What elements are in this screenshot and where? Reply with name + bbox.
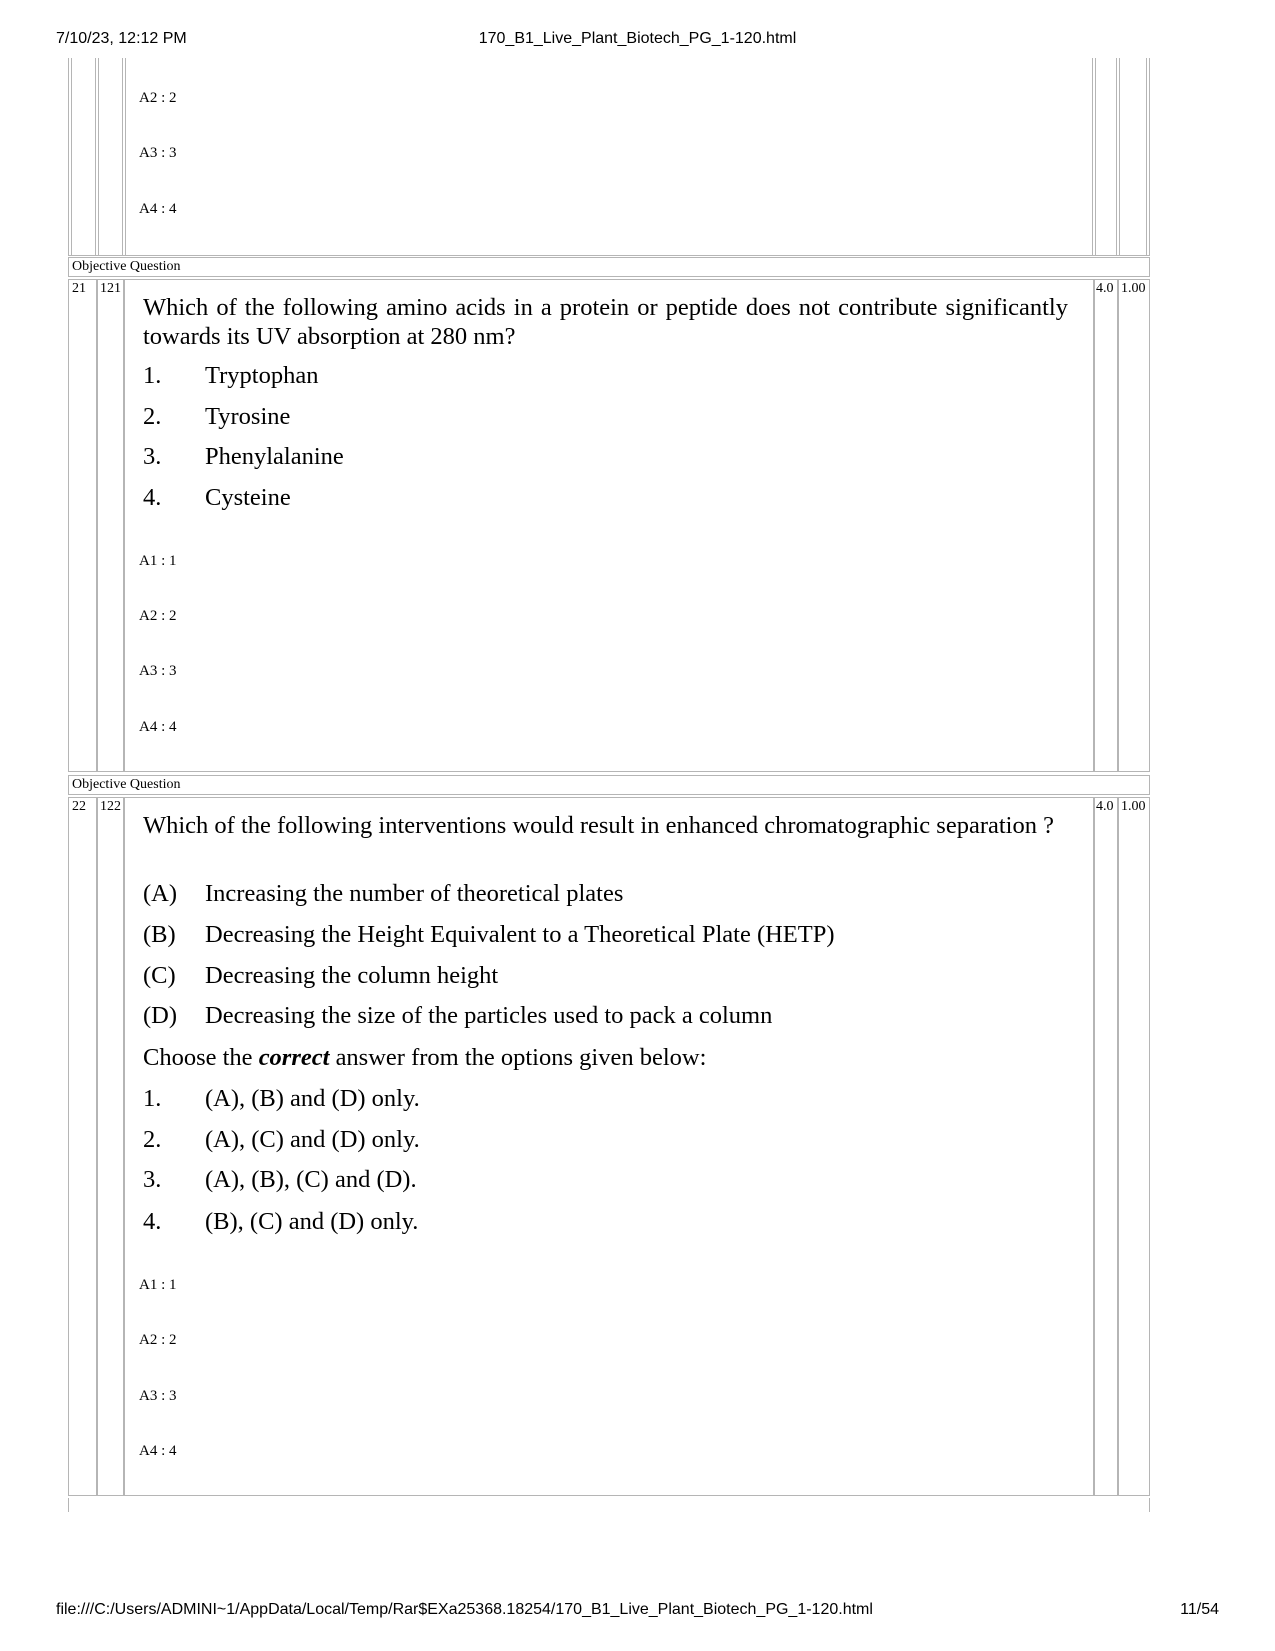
statement-text: Increasing the number of theoretical plates (205, 880, 624, 907)
option-number: 1. (143, 362, 162, 389)
answer-key: A3 : 3 (139, 1388, 177, 1404)
answer-key: A3 : 3 (139, 663, 177, 679)
print-doc-title: 170_B1_Live_Plant_Biotech_PG_1-120.html (478, 30, 797, 47)
choose-emphasis: correct (258, 1044, 330, 1071)
question-id: 121 (100, 281, 121, 296)
option-number: 3. (143, 1166, 162, 1193)
option-text: Phenylalanine (205, 443, 344, 470)
question-text: Which of the following interventions would result in enhanced chromatographic separation ? (143, 812, 1054, 839)
question-id: 122 (100, 799, 121, 814)
choose-instruction (143, 1044, 706, 1072)
question-type-label: Objective Question (72, 777, 181, 792)
answer-key: A3 : 3 (139, 145, 177, 161)
serial-number: 22 (72, 799, 86, 814)
option-number: 2. (143, 403, 162, 430)
option-text: (A), (B) and (D) only. (205, 1085, 420, 1112)
answer-key: A4 : 4 (139, 719, 177, 735)
statement-label: (A) (143, 880, 178, 907)
negative-marks: 1.00 (1121, 281, 1146, 296)
option-number: 1. (143, 1085, 162, 1112)
print-page-number: 11/54 (1180, 1601, 1219, 1618)
question-type-label: Objective Question (72, 259, 181, 274)
option-number: 3. (143, 443, 162, 470)
option-text: (A), (B), (C) and (D). (205, 1166, 417, 1193)
answer-key: A1 : 1 (139, 1277, 177, 1293)
option-number: 2. (143, 1126, 162, 1153)
option-text: Cysteine (205, 484, 291, 511)
answer-key: A4 : 4 (139, 1443, 177, 1459)
option-number: 4. (143, 1208, 162, 1235)
statement-label: (C) (143, 962, 176, 989)
option-text: (A), (C) and (D) only. (205, 1126, 420, 1153)
choose-prefix: Choose the (143, 1044, 259, 1071)
answer-key: A2 : 2 (139, 608, 177, 624)
answer-key: A4 : 4 (139, 201, 177, 217)
serial-number: 21 (72, 281, 86, 296)
marks: 4.0 (1096, 281, 1114, 296)
statement-text: Decreasing the Height Equivalent to a Theoretical Plate (HETP) (205, 921, 835, 948)
statement-label: (D) (143, 1002, 178, 1029)
option-number: 4. (143, 484, 162, 511)
statement-label: (B) (143, 921, 176, 948)
print-file-path: file:///C:/Users/ADMINI~1/AppData/Local/Temp/Rar$EXa25368.18254/170_B1_Live_Plant_Biotech_PG_1-120.html (56, 1601, 873, 1618)
print-datetime: 7/10/23, 12:12 PM (56, 30, 187, 47)
answer-key: A2 : 2 (139, 1332, 177, 1348)
negative-marks: 1.00 (1121, 799, 1146, 814)
statement-text: Decreasing the size of the particles used to pack a column (205, 1002, 773, 1029)
option-text: Tryptophan (205, 362, 319, 389)
option-text: Tyrosine (205, 403, 291, 430)
statement-text: Decreasing the column height (205, 962, 499, 989)
answer-key: A1 : 1 (139, 553, 177, 569)
choose-suffix: answer from the options given below: (329, 1044, 707, 1071)
option-text: (B), (C) and (D) only. (205, 1208, 419, 1235)
question-text: Which of the following amino acids in a protein or peptide does not contribute significantly towards its UV absorption at 280 nm? (143, 294, 1068, 350)
answer-key: A2 : 2 (139, 90, 177, 106)
marks: 4.0 (1096, 799, 1114, 814)
